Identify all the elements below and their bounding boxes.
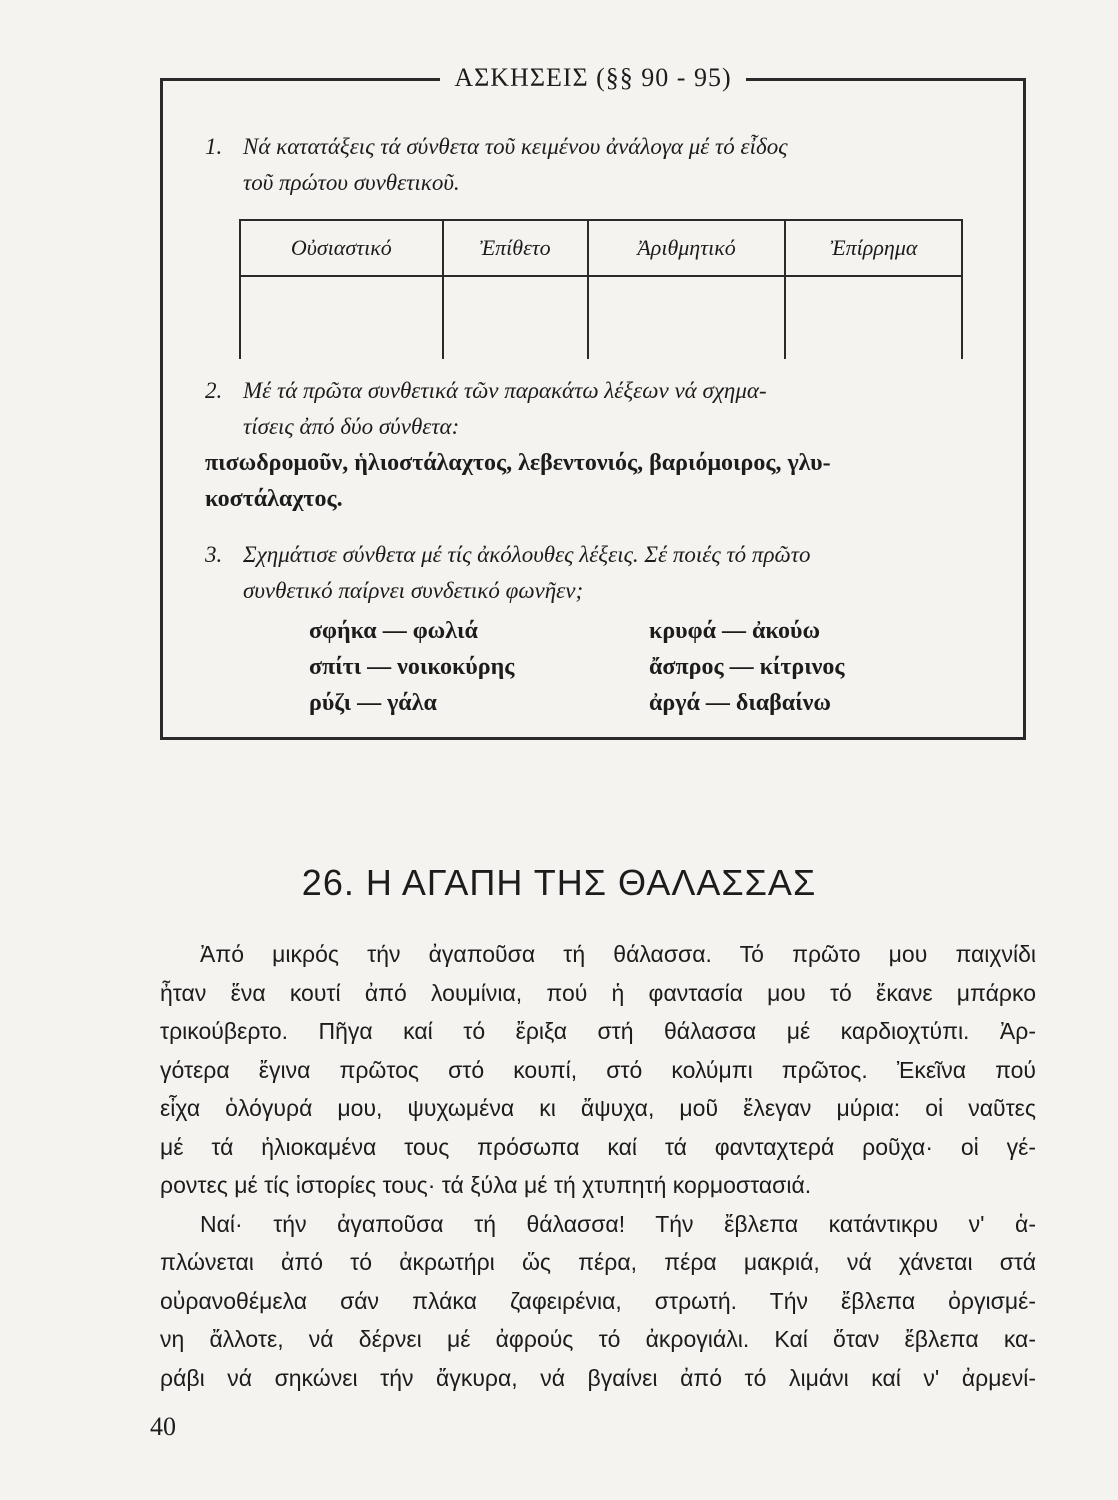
exercise-instruction: Νά κατατάξεις τά σύνθετα τοῦ κειμένου ἀνάλογα μέ τό εἶδος	[243, 134, 788, 159]
table-header-adjective: Ἐπίθετο	[443, 220, 588, 276]
text-line: γότερα ἔγινα πρῶτος στό κουπί, στό κολύμπι πρῶτος. Ἐκεῖνα πού	[160, 1056, 1036, 1083]
text-line: τρικούβερτο. Πῆγα καί τό ἔριξα στή θάλασσα μέ καρδιοχτύπι. Ἀρ-	[160, 1018, 1036, 1044]
word-list-cont: κοστάλαχτος.	[205, 486, 343, 512]
word-list: πισωδρομοῦν, ἡλιοστάλαχτος, λεβεντονιός, βαριόμοιρος, γλυ-	[205, 450, 831, 476]
word-pairs	[309, 613, 949, 721]
table-cell	[240, 276, 443, 359]
page-number: 40	[150, 1412, 176, 1441]
exercise-instruction: Σχημάτισε σύνθετα μέ τίς ἀκόλουθες λέξεις. Σέ ποιές τό πρῶτο	[243, 542, 811, 567]
text-line: ροντες μέ τίς ἱστορίες τους· τά ξύλα μέ τή χτυπητή κορμοστασιά.	[160, 1172, 812, 1198]
exercise-instruction: Μέ τά πρῶτα συνθετικά τῶν παρακάτω λέξεων νά σχημα-	[243, 378, 767, 403]
chapter-body	[160, 935, 1036, 1397]
exercises-box	[160, 63, 1026, 740]
word-pair: ἀργά — διαβαίνω	[649, 690, 831, 716]
text-line: Ἀπό μικρός τήν ἀγαποῦσα τή θάλασσα. Τό πρῶτο μου παιχνίδι	[200, 941, 1036, 967]
exercise-instruction-cont: τοῦ πρώτου συνθετικοῦ.	[243, 170, 460, 195]
word-pair: κρυφά — ἀκούω	[649, 618, 821, 644]
table-header-noun: Οὐσιαστικό	[240, 220, 443, 276]
word-pair: σφήκα — φωλιά	[309, 618, 478, 644]
paragraph	[160, 935, 1036, 1205]
word-pair: ἄσπρος — κίτρινος	[649, 654, 845, 680]
exercise-number: 3.	[205, 542, 223, 567]
exercise-number: 1.	[205, 134, 223, 159]
exercise-2	[205, 373, 993, 517]
word-pair: σπίτι — νοικοκύρης	[309, 654, 515, 680]
text-line: ράβι νά σηκώνει τήν ἄγκυρα, νά βγαίνει ἀπό τό λιμάνι καί ν' ἀρμενί-	[160, 1364, 1036, 1391]
exercise-3	[205, 537, 993, 716]
exercises-title: ΑΣΚΗΣΕΙΣ (§§ 90 - 95)	[163, 63, 1023, 93]
table-cell	[588, 276, 786, 359]
exercise-instruction-cont: συνθετικό παίρνει συνδετικό φωνῆεν;	[243, 578, 584, 603]
text-line: Ναί· τήν ἀγαποῦσα τή θάλασσα! Τήν ἔβλεπα κατάντικρυ ν' ἁ-	[200, 1210, 1036, 1237]
text-line: μέ τά ἡλιοκαμένα τους πρόσωπα καί τά φανταχτερά ροῦχα· οἱ γέ-	[160, 1133, 1036, 1160]
paragraph	[160, 1205, 1036, 1398]
text-line: οὐρανοθέμελα σάν πλάκα ζαφειρένια, στρωτή. Τήν ἔβλεπα ὀργισμέ-	[160, 1287, 1036, 1314]
text-line: νη ἄλλοτε, νά δέρνει μέ ἀφρούς τό ἀκρογιάλι. Καί ὅταν ἔβλεπα κα-	[160, 1326, 1036, 1352]
text-line: εἶχα ὁλόγυρά μου, ψυχωμένα κι ἄψυχα, μοῦ ἔλεγαν μύρια: οἱ ναῦτες	[160, 1095, 1036, 1121]
exercise-number: 2.	[205, 378, 223, 403]
text-line: ἦταν ἕνα κουτί ἀπό λουμίνια, πού ἡ φαντασία μου τό ἔκανε μπάρκο	[160, 979, 1036, 1006]
table-header-adverb: Ἐπίρρημα	[785, 220, 962, 276]
text-line: πλώνεται ἀπό τό ἀκρωτήρι ὥς πέρα, πέρα μακριά, νά χάνεται στά	[160, 1249, 1036, 1275]
exercise-1	[205, 129, 993, 201]
table-cell	[443, 276, 588, 359]
exercise-instruction-cont: τίσεις ἀπό δύο σύνθετα:	[243, 414, 460, 439]
word-pair: ρύζι — γάλα	[309, 690, 437, 716]
table-cell	[785, 276, 962, 359]
table-header-numeral: Ἀριθμητικό	[588, 220, 786, 276]
classification-table	[239, 219, 963, 359]
chapter-title: 26. Η ΑΓΑΠΗ ΤΗΣ ΘΑΛΑΣΣΑΣ	[301, 862, 817, 903]
